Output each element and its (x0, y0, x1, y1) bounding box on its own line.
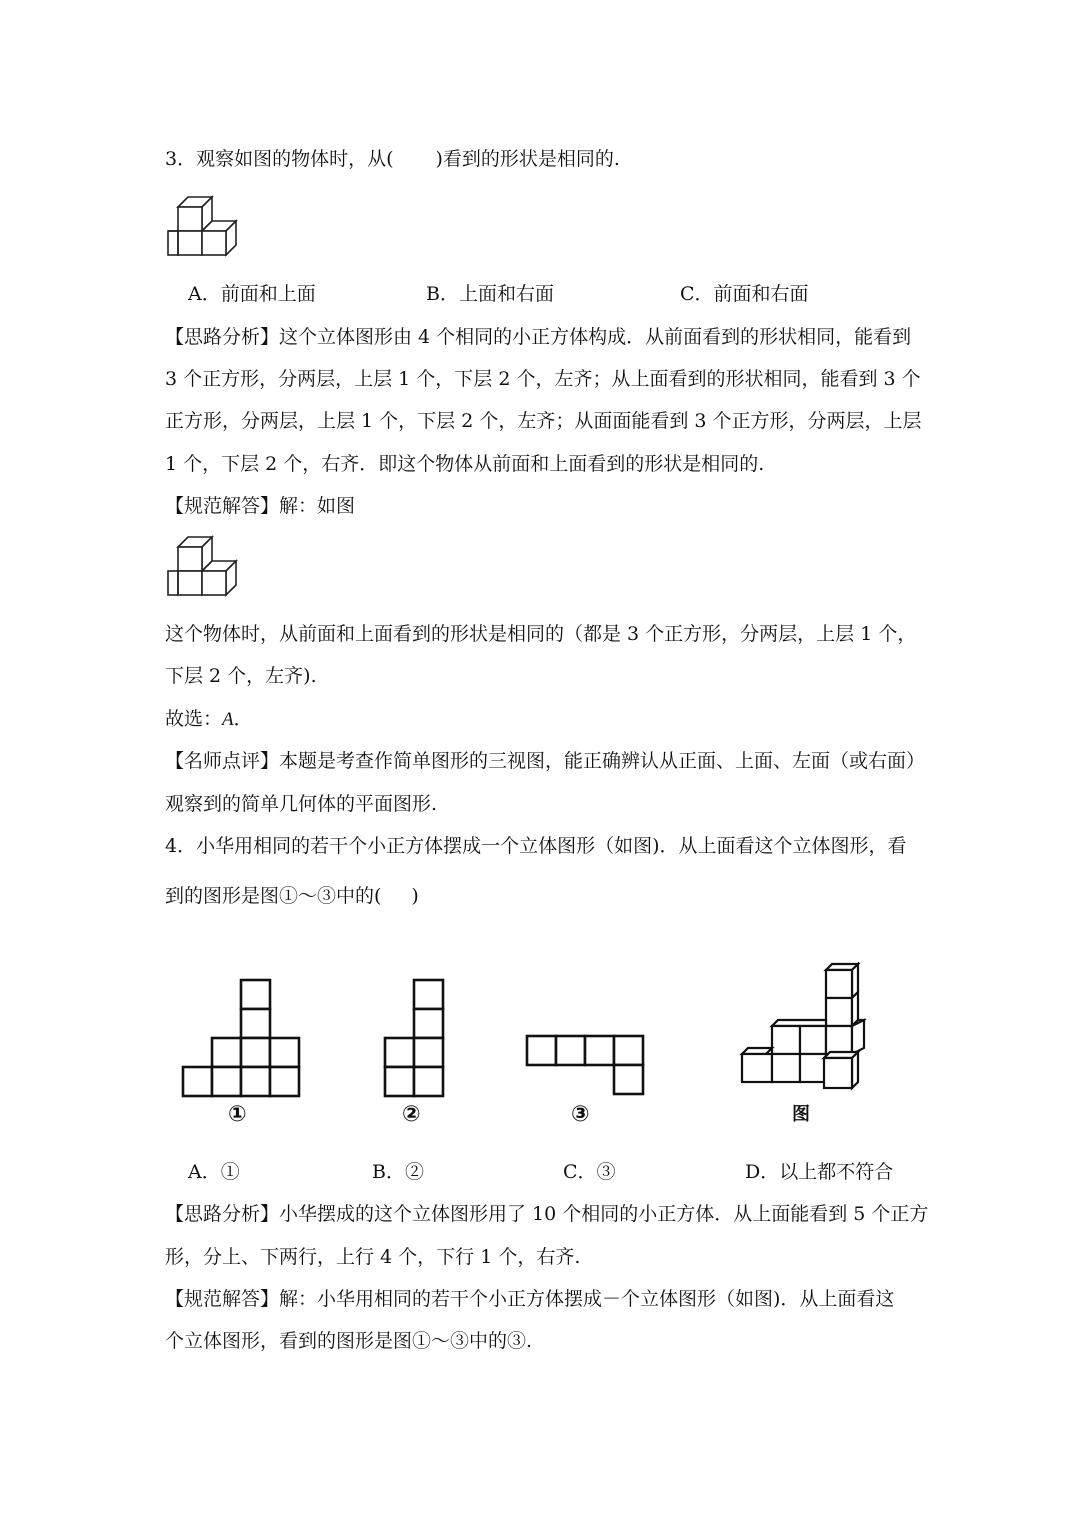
q4-option-d: D．以上都不符合 (745, 1161, 894, 1183)
q3-comment-line-1: 【名师点评】本题是考查作简单图形的三视图，能正确辨认从正面、上面、左面（或右面） (165, 750, 926, 772)
q3-analysis-line-4: 1 个，下层 2 个，右齐．即这个物体从前面和上面看到的形状是相同的. (165, 453, 765, 475)
q4-figure-label-main: 图 (792, 1104, 810, 1125)
q4-solution-line-2: 个立体图形，看到的图形是图①～③中的③. (165, 1330, 533, 1352)
q4-figure-label-1: ① (228, 1102, 247, 1127)
q4-analysis-line-2: 形，分上、下两行，上行 4 个，下行 1 个，右齐. (165, 1246, 581, 1268)
q3-stem (165, 147, 925, 171)
q4-option-b: B．② (372, 1161, 424, 1183)
q3-analysis-line-3: 正方形，分两层，上层 1 个，下层 2 个，左齐；从面面能看到 3 个正方形，分两层，上层 (165, 410, 922, 432)
q4-figure-1 (182, 980, 302, 1100)
q4-analysis-line-1: 【思路分析】小华摆成的这个立体图形用了 10 个相同的小正方体．从上面能看到 5 个正方 (165, 1203, 929, 1225)
q3-option-c: C．前面和右面 (680, 283, 809, 305)
q4-figure-label-2: ② (402, 1102, 421, 1127)
q3-cube-figure (168, 195, 232, 265)
q3-stem-b: )看到的形状是相同的. (435, 148, 620, 170)
q3-answer-prefix: 故选： (165, 708, 223, 730)
q3-solution-head: 【规范解答】解：如图 (165, 495, 356, 517)
q3-analysis-line-1: 【思路分析】这个立体图形由 4 个相同的小正方体构成．从前面看到的形状相同，能看到 (165, 326, 912, 348)
q4-figure-label-3: ③ (571, 1102, 590, 1127)
q4-figure-3 (526, 1035, 646, 1097)
q3-comment-line-2: 观察到的简单几何体的平面图形. (165, 793, 438, 815)
q4-option-a: A．① (188, 1161, 240, 1183)
q3-solution-line-2: 下层 2 个，左齐). (165, 665, 317, 687)
q3-answer (165, 707, 925, 732)
q4-figure-3d (740, 960, 870, 1090)
q3-answer-suffix: ． (233, 708, 253, 730)
q3-analysis-line-2: 3 个正方形，分两层，上层 1 个，下层 2 个，左齐；从上面看到的形状相同，能看到 3 个 (165, 368, 921, 390)
q3-solution-line-1: 这个物体时，从前面和上面看到的形状是相同的（都是 3 个正方形，分两层，上层 1 个， (165, 623, 917, 645)
q3-option-b: B．上面和右面 (426, 283, 554, 305)
q4-stem-line-2 (165, 884, 925, 908)
q4-stem-2b: ) (411, 885, 419, 907)
q3-option-a: A．前面和上面 (188, 283, 316, 305)
q3-solution-cube-figure (168, 535, 232, 605)
q4-option-c: C．③ (563, 1161, 616, 1183)
q4-figure-2 (384, 980, 446, 1100)
q4-stem-2a: 到的图形是图①～③中的( (165, 885, 382, 907)
q3-stem-a: 3．观察如图的物体时，从( (165, 148, 394, 170)
q4-solution-line-1: 【规范解答】解：小华用相同的若干个小正方体摆成－个立体图形（如图)．从上面看这 (165, 1288, 895, 1310)
q3-answer-letter: A (222, 709, 234, 730)
q4-stem-line-1: 4．小华用相同的若干个小正方体摆成一个立体图形（如图)．从上面看这个立体图形，看 (165, 835, 907, 857)
